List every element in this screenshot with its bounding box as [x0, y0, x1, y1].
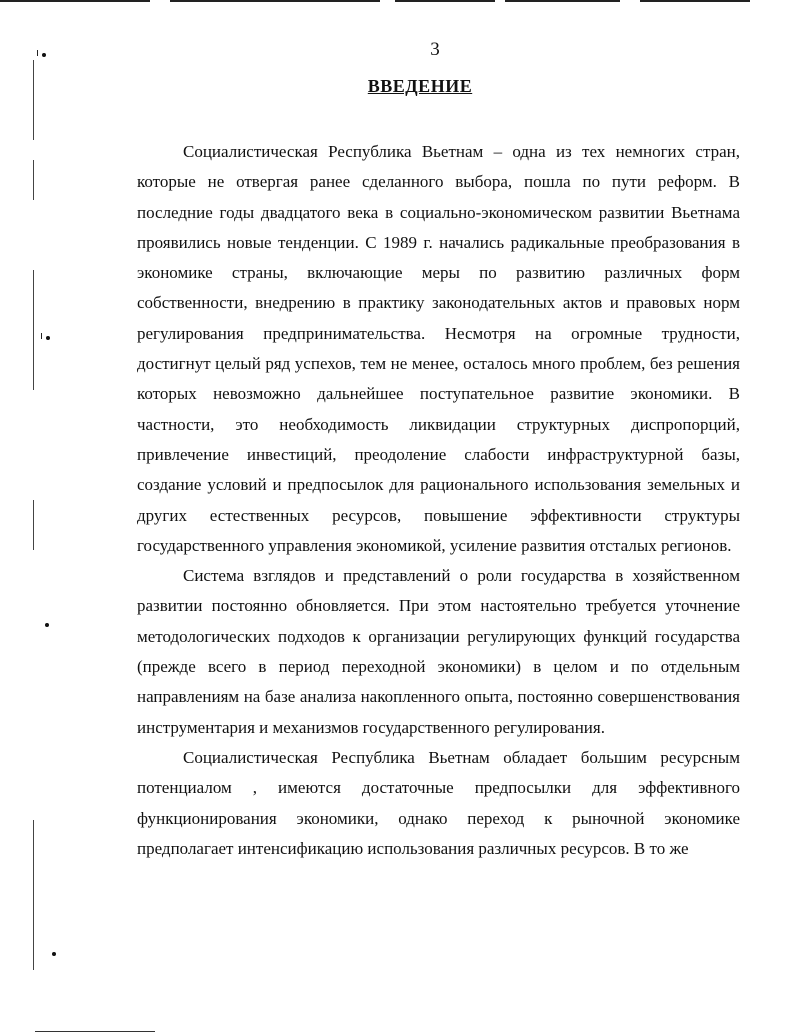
paragraph: Социалистическая Республика Вьетнам обладает большим ресурсным потенциалом , имеются достаточные предпосылки для эффективного функционирования экономики, однако переход к рыночной экономике предполагает интенсификацию использования различных ресурсов. В то же	[137, 747, 740, 858]
scan-margin-line	[33, 160, 34, 200]
paragraph: Система взглядов и представлений о роли государства в хозяйственном развитии постоянно обновляется. При этом настоятельно требуется уточнение методологических подходов к организации регулирующих функций государства (прежде всего в период переходной экономики) в целом и по отдельным направлениям на базе анализа накопленного опыта, постоянно совершенствования инструментария и механизмов государственного регулирования.	[137, 566, 740, 737]
scan-tick-mark	[41, 333, 42, 339]
scan-hole-mark	[46, 336, 50, 340]
scan-margin-line	[33, 60, 34, 140]
page-title: ВВЕДЕНИЕ	[367, 76, 473, 96]
scan-margin-line	[33, 820, 34, 970]
scan-hole-mark	[52, 952, 56, 956]
scan-edge-top	[0, 0, 799, 5]
paragraph: Социалистическая Республика Вьетнам – одна из тех немногих стран, которые не отвергая ранее сделанного выбора, пошла по пути реформ. В последние годы двадцатого века в социально-экономическом развитии Вьетнама проявились новые тенденции. С 1989 г. начались радикальные преобразования в экономике страны, включающие меры по развитию различных форм собственности, внедрению в практику законодательных актов и правовых норм регулирования предпринимательства. Несмотря на огромные трудности, достигнут целый ряд успехов, тем не менее, осталось много проблем, без решения которых невозможно дальнейшее поступательное развитие экономики. В частности, это необходимость ликвидации структурных диспропорций, привлечение инвестиций, преодоление слабости инфраструктурной базы, создание условий и предпосылок для рационального использования земельных и других естественных ресурсов, повышение эффективности структуры государственного управления экономикой, усиление развития отсталых регионов.	[137, 142, 740, 555]
body-text	[137, 137, 740, 864]
scan-edge-bottom	[0, 1030, 799, 1034]
page-number: 3	[430, 39, 440, 60]
scan-hole-mark	[45, 623, 49, 627]
scan-margin-line	[33, 270, 34, 390]
scan-margin-line	[33, 500, 34, 550]
